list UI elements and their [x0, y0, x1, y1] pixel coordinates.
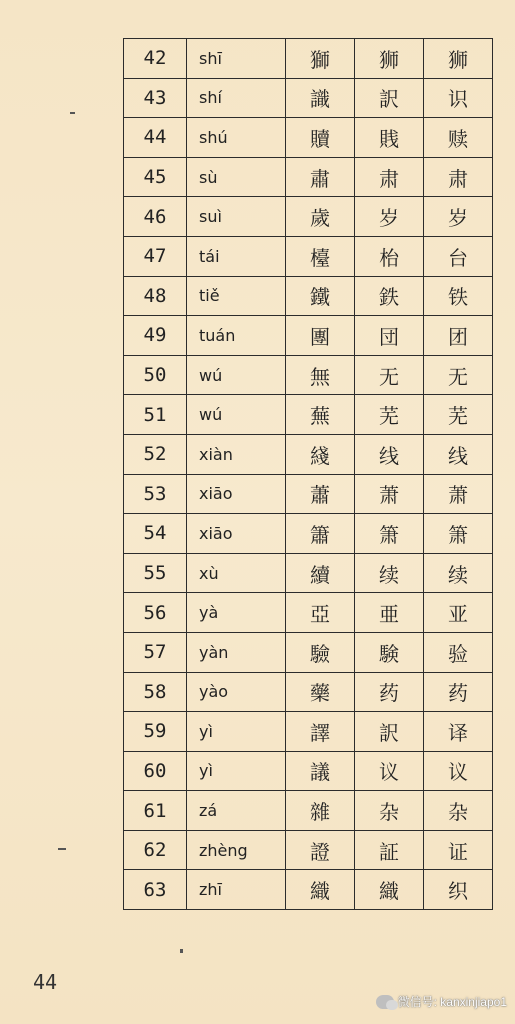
- character-table: [123, 38, 493, 910]
- pinyin-cell: shī: [187, 39, 286, 79]
- simplified-char-cell: 狮: [424, 39, 493, 79]
- traditional-char-cell: 藥: [286, 672, 355, 712]
- row-number: 44: [124, 118, 187, 158]
- row-number: 46: [124, 197, 187, 237]
- simplified-char-cell: 肃: [424, 157, 493, 197]
- row-number: 49: [124, 316, 187, 356]
- table-row: [124, 553, 493, 593]
- pinyin-cell: wú: [187, 355, 286, 395]
- table-row: [124, 39, 493, 79]
- table-row: [124, 236, 493, 276]
- traditional-char-cell: 識: [286, 78, 355, 118]
- pinyin-cell: zhèng: [187, 830, 286, 870]
- pinyin-cell: yà: [187, 593, 286, 633]
- traditional-char-cell: 檯: [286, 236, 355, 276]
- variant-char-cell: 萧: [355, 474, 424, 514]
- traditional-char-cell: 贖: [286, 118, 355, 158]
- variant-char-cell: 杂: [355, 791, 424, 831]
- simplified-char-cell: 译: [424, 712, 493, 752]
- variant-char-cell: 议: [355, 751, 424, 791]
- pinyin-cell: suì: [187, 197, 286, 237]
- row-number: 43: [124, 78, 187, 118]
- row-number: 42: [124, 39, 187, 79]
- row-number: 59: [124, 712, 187, 752]
- pinyin-cell: yì: [187, 712, 286, 752]
- simplified-char-cell: 验: [424, 632, 493, 672]
- traditional-char-cell: 蕭: [286, 474, 355, 514]
- variant-char-cell: 訳: [355, 712, 424, 752]
- table-row: [124, 791, 493, 831]
- table-row: [124, 157, 493, 197]
- variant-char-cell: 肃: [355, 157, 424, 197]
- pinyin-cell: yàn: [187, 632, 286, 672]
- scan-speck: [70, 112, 75, 114]
- simplified-char-cell: 无: [424, 355, 493, 395]
- simplified-char-cell: 织: [424, 870, 493, 910]
- row-number: 56: [124, 593, 187, 633]
- traditional-char-cell: 蕪: [286, 395, 355, 435]
- pinyin-cell: sù: [187, 157, 286, 197]
- traditional-char-cell: 肅: [286, 157, 355, 197]
- table-row: [124, 514, 493, 554]
- pinyin-cell: tiě: [187, 276, 286, 316]
- pinyin-cell: tuán: [187, 316, 286, 356]
- variant-char-cell: 験: [355, 632, 424, 672]
- row-number: 53: [124, 474, 187, 514]
- traditional-char-cell: 譯: [286, 712, 355, 752]
- variant-char-cell: 枱: [355, 236, 424, 276]
- table-row: [124, 672, 493, 712]
- table-row: [124, 712, 493, 752]
- variant-char-cell: 賎: [355, 118, 424, 158]
- simplified-char-cell: 议: [424, 751, 493, 791]
- table-row: [124, 751, 493, 791]
- table-row: [124, 870, 493, 910]
- pinyin-cell: yào: [187, 672, 286, 712]
- row-number: 57: [124, 632, 187, 672]
- row-number: 47: [124, 236, 187, 276]
- simplified-char-cell: 亚: [424, 593, 493, 633]
- simplified-char-cell: 岁: [424, 197, 493, 237]
- traditional-char-cell: 織: [286, 870, 355, 910]
- traditional-char-cell: 鐵: [286, 276, 355, 316]
- simplified-char-cell: 杂: [424, 791, 493, 831]
- row-number: 48: [124, 276, 187, 316]
- row-number: 50: [124, 355, 187, 395]
- simplified-char-cell: 识: [424, 78, 493, 118]
- variant-char-cell: 线: [355, 434, 424, 474]
- variant-char-cell: 訳: [355, 78, 424, 118]
- traditional-char-cell: 驗: [286, 632, 355, 672]
- simplified-char-cell: 芜: [424, 395, 493, 435]
- variant-char-cell: 药: [355, 672, 424, 712]
- pinyin-cell: xiāo: [187, 474, 286, 514]
- simplified-char-cell: 台: [424, 236, 493, 276]
- pinyin-cell: yì: [187, 751, 286, 791]
- pinyin-cell: shú: [187, 118, 286, 158]
- watermark: [376, 993, 507, 1010]
- traditional-char-cell: 雜: [286, 791, 355, 831]
- table-row: [124, 632, 493, 672]
- table-row: [124, 830, 493, 870]
- pinyin-cell: xù: [187, 553, 286, 593]
- watermark-text: 微信号: kanxinjiapo1: [397, 995, 507, 1009]
- pinyin-cell: shí: [187, 78, 286, 118]
- table-row: [124, 474, 493, 514]
- row-number: 55: [124, 553, 187, 593]
- simplified-char-cell: 药: [424, 672, 493, 712]
- pinyin-cell: xiāo: [187, 514, 286, 554]
- simplified-char-cell: 续: [424, 553, 493, 593]
- traditional-char-cell: 議: [286, 751, 355, 791]
- row-number: 61: [124, 791, 187, 831]
- page-number: 44: [33, 970, 58, 994]
- traditional-char-cell: 亞: [286, 593, 355, 633]
- wechat-icon: [376, 995, 394, 1009]
- table-row: [124, 316, 493, 356]
- variant-char-cell: 岁: [355, 197, 424, 237]
- row-number: 58: [124, 672, 187, 712]
- variant-char-cell: 団: [355, 316, 424, 356]
- row-number: 60: [124, 751, 187, 791]
- pinyin-cell: tái: [187, 236, 286, 276]
- simplified-char-cell: 箫: [424, 514, 493, 554]
- pinyin-cell: xiàn: [187, 434, 286, 474]
- table-row: [124, 355, 493, 395]
- variant-char-cell: 续: [355, 553, 424, 593]
- variant-char-cell: 織: [355, 870, 424, 910]
- simplified-char-cell: 萧: [424, 474, 493, 514]
- variant-char-cell: 箫: [355, 514, 424, 554]
- variant-char-cell: 亜: [355, 593, 424, 633]
- row-number: 54: [124, 514, 187, 554]
- traditional-char-cell: 無: [286, 355, 355, 395]
- variant-char-cell: 芜: [355, 395, 424, 435]
- traditional-char-cell: 歲: [286, 197, 355, 237]
- simplified-char-cell: 线: [424, 434, 493, 474]
- simplified-char-cell: 证: [424, 830, 493, 870]
- table-row: [124, 118, 493, 158]
- traditional-char-cell: 團: [286, 316, 355, 356]
- row-number: 63: [124, 870, 187, 910]
- scan-speck: [58, 848, 66, 850]
- traditional-char-cell: 續: [286, 553, 355, 593]
- table-row: [124, 197, 493, 237]
- pinyin-cell: zhī: [187, 870, 286, 910]
- traditional-char-cell: 獅: [286, 39, 355, 79]
- scan-speck: [180, 949, 183, 953]
- pinyin-cell: zá: [187, 791, 286, 831]
- traditional-char-cell: 簫: [286, 514, 355, 554]
- row-number: 45: [124, 157, 187, 197]
- row-number: 52: [124, 434, 187, 474]
- traditional-char-cell: 證: [286, 830, 355, 870]
- variant-char-cell: 鉄: [355, 276, 424, 316]
- variant-char-cell: 証: [355, 830, 424, 870]
- row-number: 62: [124, 830, 187, 870]
- table-row: [124, 395, 493, 435]
- traditional-char-cell: 綫: [286, 434, 355, 474]
- simplified-char-cell: 铁: [424, 276, 493, 316]
- table-row: [124, 78, 493, 118]
- table-row: [124, 434, 493, 474]
- simplified-char-cell: 赎: [424, 118, 493, 158]
- variant-char-cell: 无: [355, 355, 424, 395]
- table-row: [124, 276, 493, 316]
- variant-char-cell: 狮: [355, 39, 424, 79]
- pinyin-cell: wú: [187, 395, 286, 435]
- table-row: [124, 593, 493, 633]
- simplified-char-cell: 团: [424, 316, 493, 356]
- row-number: 51: [124, 395, 187, 435]
